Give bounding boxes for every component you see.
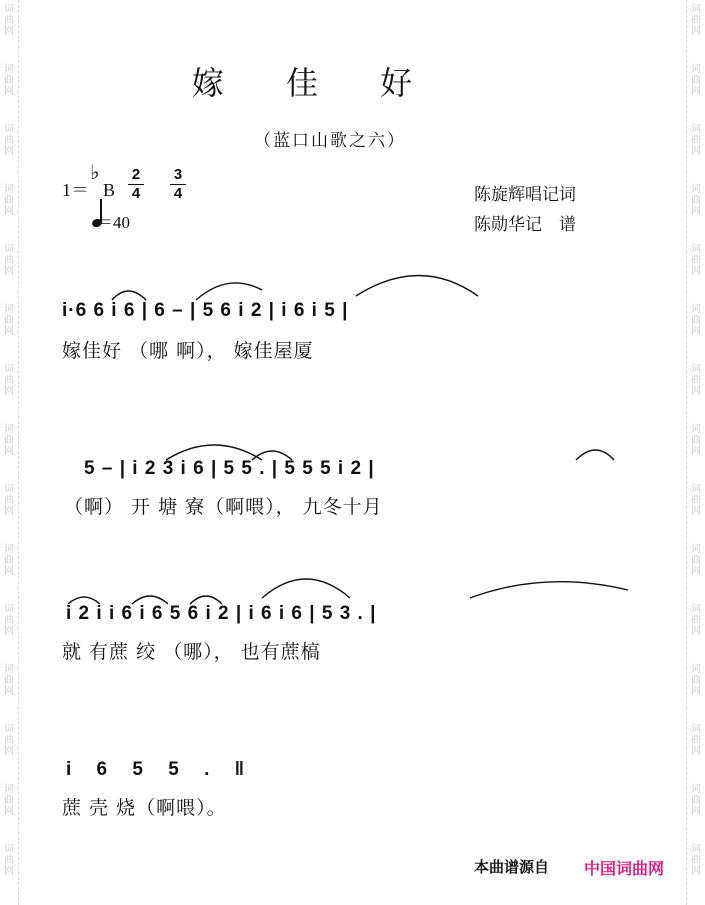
- watermark-char: 网: [4, 686, 14, 697]
- lyrics-line-2: （啊） 开 塘 寮（啊喂）， 九冬十月: [64, 496, 383, 518]
- watermark-char: 曲: [4, 315, 14, 326]
- watermark-char: 网: [4, 26, 14, 37]
- watermark-char: 网: [4, 746, 14, 757]
- slur-arc: [576, 450, 614, 460]
- watermark-char: 曲: [691, 375, 701, 386]
- watermark-char: 词: [4, 544, 14, 555]
- notes-line-3: i 2 i i 6 i 6 5 6 i 2 | i 6 i 6 | 5 3 . |: [66, 603, 377, 624]
- lyrics-line-1: 嫁佳好 （哪 啊）， 嫁佳屋厦: [62, 340, 314, 362]
- meter-2-bottom: 4: [173, 185, 183, 202]
- watermark-char: 网: [691, 386, 701, 397]
- slur-arc: [252, 451, 292, 460]
- notes-line-1: i·6 6 i 6 | 6 – | 5 6 i 2 | i 6 i 5 |: [62, 300, 349, 321]
- meter-2-top: 3: [170, 166, 186, 185]
- watermark-char: 词: [691, 64, 701, 75]
- watermark-char: 曲: [4, 15, 14, 26]
- source-label: 本曲谱源自: [474, 858, 550, 876]
- watermark-char: 网: [4, 266, 14, 277]
- slur-arc: [470, 582, 628, 598]
- watermark-char: 词: [4, 184, 14, 195]
- watermark-char: 词: [691, 244, 701, 255]
- watermark-char: 词: [4, 4, 14, 15]
- watermark-char: 词: [691, 664, 701, 675]
- watermark-char: 词: [4, 484, 14, 495]
- watermark-char: 曲: [691, 855, 701, 866]
- watermark-char: 词: [4, 124, 14, 135]
- slur-arc: [190, 596, 222, 604]
- song-subtitle: （蓝口山歌之六）: [254, 131, 406, 151]
- watermark-char: 词: [4, 64, 14, 75]
- lyrics-line-3: 就 有蔗 绞 （哪）， 也有蔗槁: [62, 641, 321, 663]
- watermark-char: 曲: [691, 75, 701, 86]
- watermark-char: 词: [4, 724, 14, 735]
- watermark-char: 曲: [691, 495, 701, 506]
- watermark-char: 曲: [691, 735, 701, 746]
- watermark-char: 网: [4, 146, 14, 157]
- watermark-char: 曲: [691, 435, 701, 446]
- watermark-char: 网: [691, 446, 701, 457]
- meter-1-bottom: 4: [131, 185, 141, 202]
- watermark-char: 曲: [691, 195, 701, 206]
- key-letter: B: [103, 180, 116, 200]
- watermark-char: 曲: [4, 795, 14, 806]
- watermark-char: 曲: [4, 555, 14, 566]
- meter-1-top: 2: [128, 166, 144, 185]
- watermark-char: 曲: [691, 615, 701, 626]
- watermark-char: 词: [4, 364, 14, 375]
- notes-line-2: 5 – | i 2 3 i 6 | 5 5 . | 5 5 5 i 2 |: [84, 458, 375, 479]
- watermark-char: 词: [691, 304, 701, 315]
- watermark-char: 网: [691, 566, 701, 577]
- watermark-char: 词: [4, 664, 14, 675]
- watermark-char: 网: [691, 506, 701, 517]
- watermark-char: 网: [4, 86, 14, 97]
- watermark-char: 曲: [4, 195, 14, 206]
- watermark-char: 词: [691, 544, 701, 555]
- watermark-char: 网: [4, 806, 14, 817]
- watermark-char: 词: [691, 844, 701, 855]
- watermark-char: 网: [4, 326, 14, 337]
- song-title: 嫁 佳 好: [191, 64, 439, 102]
- watermark-char: 网: [691, 206, 701, 217]
- watermark-char: 曲: [4, 495, 14, 506]
- watermark-char: 网: [691, 86, 701, 97]
- watermark-char: 曲: [4, 135, 14, 146]
- watermark-char: 网: [691, 26, 701, 37]
- slur-arc: [68, 597, 100, 604]
- watermark-char: 曲: [691, 555, 701, 566]
- watermark-char: 词: [4, 844, 14, 855]
- slur-arc: [262, 579, 350, 598]
- watermark-char: 曲: [4, 675, 14, 686]
- watermark-char: 网: [4, 206, 14, 217]
- slur-arc: [356, 276, 478, 297]
- watermark-char: 网: [691, 806, 701, 817]
- watermark-char: 曲: [4, 735, 14, 746]
- watermark-char: 网: [691, 146, 701, 157]
- watermark-char: 曲: [691, 675, 701, 686]
- watermark-char: 词: [4, 784, 14, 795]
- watermark-char: 词: [691, 604, 701, 615]
- watermark-char: 曲: [691, 15, 701, 26]
- watermark-char: 曲: [4, 255, 14, 266]
- slur-arc: [166, 445, 262, 460]
- watermark-char: 词: [691, 784, 701, 795]
- watermark-char: 词: [691, 424, 701, 435]
- tempo-marking: ＝40: [96, 213, 130, 232]
- watermark-char: 词: [691, 4, 701, 15]
- watermark-char: 曲: [4, 615, 14, 626]
- watermark-char: 网: [4, 626, 14, 637]
- watermark-char: 词: [4, 304, 14, 315]
- watermark-char: 词: [691, 184, 701, 195]
- watermark-char: 网: [4, 386, 14, 397]
- arranger-credit: 陈勋华记 谱: [474, 215, 576, 235]
- watermark-char: 网: [4, 446, 14, 457]
- watermark-char: 词: [691, 364, 701, 375]
- watermark-char: 曲: [691, 315, 701, 326]
- watermark-char: 曲: [4, 75, 14, 86]
- watermark-char: 词: [4, 604, 14, 615]
- watermark-char: 词: [4, 424, 14, 435]
- watermark-char: 网: [691, 686, 701, 697]
- watermark-char: 网: [691, 266, 701, 277]
- watermark-char: 网: [4, 566, 14, 577]
- watermark-char: 词: [691, 724, 701, 735]
- lyrics-line-4: 蔗 壳 烧（啊喂）。: [62, 797, 227, 819]
- watermark-char: 网: [691, 626, 701, 637]
- lyricist-credit: 陈旋辉唱记词: [474, 185, 576, 205]
- key-prefix: 1＝: [62, 180, 89, 200]
- watermark-char: 曲: [4, 375, 14, 386]
- watermark-char: 词: [691, 124, 701, 135]
- watermark-char: 曲: [4, 435, 14, 446]
- watermark-char: 词: [4, 244, 14, 255]
- watermark-char: 网: [4, 866, 14, 877]
- slur-arc: [132, 596, 168, 604]
- watermark-char: 曲: [4, 855, 14, 866]
- slur-arc: [196, 283, 262, 300]
- source-site-name[interactable]: 中国词曲网: [584, 859, 665, 878]
- watermark-char: 曲: [691, 135, 701, 146]
- notes-line-4: i 6 5 5 . ‖: [66, 759, 255, 780]
- watermark-char: 网: [4, 506, 14, 517]
- watermark-char: 网: [691, 746, 701, 757]
- watermark-char: 曲: [691, 795, 701, 806]
- watermark-char: 词: [691, 484, 701, 495]
- watermark-char: 网: [691, 326, 701, 337]
- watermark-char: 网: [691, 866, 701, 877]
- watermark-char: 曲: [691, 255, 701, 266]
- slur-arc: [112, 291, 146, 300]
- flat-sign: ♭: [90, 160, 100, 184]
